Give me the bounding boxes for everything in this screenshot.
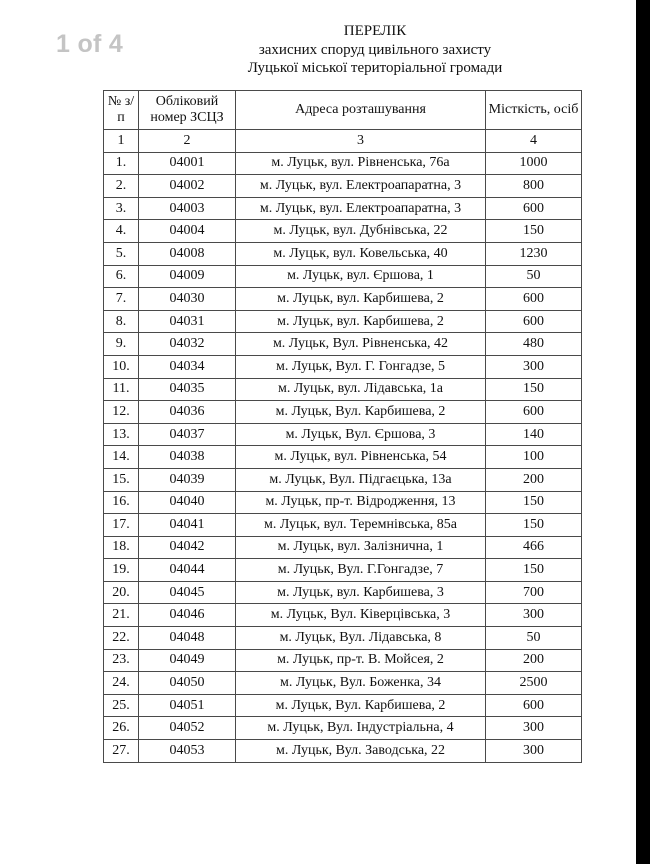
row-number: 17. — [104, 514, 139, 537]
table-row — [104, 401, 582, 424]
row-number: 4. — [104, 220, 139, 243]
shelter-address: м. Луцьк, вул. Залізнична, 1 — [236, 536, 486, 559]
shelter-address: м. Луцьк, вул. Рівненська, 76а — [236, 152, 486, 175]
shelter-code: 04049 — [139, 649, 236, 672]
shelter-address: м. Луцьк, вул. Єршова, 1 — [236, 265, 486, 288]
column-number: 4 — [486, 130, 582, 153]
shelter-capacity: 700 — [486, 581, 582, 604]
column-number: 2 — [139, 130, 236, 153]
shelter-capacity: 150 — [486, 491, 582, 514]
shelter-address: м. Луцьк, вул. Рівненська, 54 — [236, 446, 486, 469]
shelter-address: м. Луцьк, Вул. Боженка, 34 — [236, 672, 486, 695]
shelter-code: 04030 — [139, 288, 236, 311]
row-number: 27. — [104, 740, 139, 763]
shelter-code: 04036 — [139, 401, 236, 424]
table-row — [104, 672, 582, 695]
shelter-address: м. Луцьк, пр-т. В. Мойсея, 2 — [236, 649, 486, 672]
table-row — [104, 152, 582, 175]
shelter-capacity: 150 — [486, 378, 582, 401]
shelter-capacity: 300 — [486, 604, 582, 627]
shelter-code: 04032 — [139, 333, 236, 356]
row-number: 6. — [104, 265, 139, 288]
shelter-address: м. Луцьк, Вул. Ківерцівська, 3 — [236, 604, 486, 627]
header-registration-number: Обліковий номер ЗСЦЗ — [139, 91, 236, 130]
shelter-address: м. Луцьк, вул. Карбишева, 2 — [236, 288, 486, 311]
table-row — [104, 378, 582, 401]
table-row — [104, 740, 582, 763]
shelter-code: 04052 — [139, 717, 236, 740]
shelter-code: 04041 — [139, 514, 236, 537]
shelter-capacity: 2500 — [486, 672, 582, 695]
row-number: 23. — [104, 649, 139, 672]
shelter-capacity: 480 — [486, 333, 582, 356]
shelter-capacity: 1000 — [486, 152, 582, 175]
shelter-address: м. Луцьк, вул. Дубнівська, 22 — [236, 220, 486, 243]
shelter-capacity: 200 — [486, 468, 582, 491]
row-number: 19. — [104, 559, 139, 582]
shelter-code: 04003 — [139, 197, 236, 220]
table-row — [104, 333, 582, 356]
shelter-capacity: 800 — [486, 175, 582, 198]
shelters-table — [103, 90, 582, 763]
row-number: 9. — [104, 333, 139, 356]
shelter-code: 04031 — [139, 310, 236, 333]
shelter-code: 04050 — [139, 672, 236, 695]
row-number: 14. — [104, 446, 139, 469]
row-number: 21. — [104, 604, 139, 627]
row-number: 20. — [104, 581, 139, 604]
column-number-row — [104, 130, 582, 153]
row-number: 13. — [104, 423, 139, 446]
table-row — [104, 627, 582, 650]
document-subtitle-line-1: захисних споруд цивільного захисту — [258, 41, 492, 58]
shelter-address: м. Луцьк, Вул. Лідавська, 8 — [236, 627, 486, 650]
table-row — [104, 175, 582, 198]
shelter-code: 04004 — [139, 220, 236, 243]
row-number: 15. — [104, 468, 139, 491]
shelter-code: 04001 — [139, 152, 236, 175]
shelter-code: 04048 — [139, 627, 236, 650]
shelter-address: м. Луцьк, вул. Лідавська, 1а — [236, 378, 486, 401]
shelter-capacity: 600 — [486, 694, 582, 717]
header-number: № з/п — [104, 91, 139, 130]
shelter-capacity: 140 — [486, 423, 582, 446]
table-row — [104, 604, 582, 627]
table-row — [104, 468, 582, 491]
shelter-address: м. Луцьк, Вул. Підгаєцька, 13а — [236, 468, 486, 491]
shelter-code: 04045 — [139, 581, 236, 604]
shelter-capacity: 150 — [486, 514, 582, 537]
shelter-code: 04038 — [139, 446, 236, 469]
table-row — [104, 581, 582, 604]
table-row — [104, 220, 582, 243]
row-number: 5. — [104, 242, 139, 265]
shelter-address: м. Луцьк, вул. Електроапаратна, 3 — [236, 197, 486, 220]
shelter-address: м. Луцьк, Вул. Індустріальна, 4 — [236, 717, 486, 740]
shelter-address: м. Луцьк, Вул. Заводська, 22 — [236, 740, 486, 763]
row-number: 12. — [104, 401, 139, 424]
shelter-code: 04040 — [139, 491, 236, 514]
table-row — [104, 446, 582, 469]
table-row — [104, 536, 582, 559]
header-capacity: Місткість, осіб — [486, 91, 582, 130]
header-row — [104, 91, 582, 130]
page-indicator: 1 of 4 — [56, 30, 124, 58]
table-row — [104, 649, 582, 672]
table-row — [104, 559, 582, 582]
row-number: 3. — [104, 197, 139, 220]
shelter-code: 04002 — [139, 175, 236, 198]
shelter-capacity: 600 — [486, 197, 582, 220]
shelter-address: м. Луцьк, вул. Ковельська, 40 — [236, 242, 486, 265]
shelter-capacity: 150 — [486, 220, 582, 243]
shelter-code: 04042 — [139, 536, 236, 559]
shelter-capacity: 466 — [486, 536, 582, 559]
row-number: 8. — [104, 310, 139, 333]
shelter-capacity: 300 — [486, 717, 582, 740]
shelter-address: м. Луцьк, Вул. Г. Гонгадзе, 5 — [236, 355, 486, 378]
row-number: 16. — [104, 491, 139, 514]
table-row — [104, 491, 582, 514]
document-subtitle-line-2: Луцької міської територіальної громади — [247, 60, 503, 76]
shelter-code: 04044 — [139, 559, 236, 582]
shelter-code: 04008 — [139, 242, 236, 265]
shelter-code: 04034 — [139, 355, 236, 378]
row-number: 10. — [104, 355, 139, 378]
shelter-address: м. Луцьк, вул. Карбишева, 2 — [236, 310, 486, 333]
table-row — [104, 514, 582, 537]
shelter-capacity: 150 — [486, 559, 582, 582]
shelter-address: м. Луцьк, Вул. Г.Гонгадзе, 7 — [236, 559, 486, 582]
document-title: ПЕРЕЛІК — [343, 23, 407, 39]
row-number: 1. — [104, 152, 139, 175]
shelter-address: м. Луцьк, Вул. Карбишева, 2 — [236, 694, 486, 717]
shelter-code: 04053 — [139, 740, 236, 763]
table-row — [104, 265, 582, 288]
shelter-code: 04037 — [139, 423, 236, 446]
shelter-capacity: 200 — [486, 649, 582, 672]
shelter-address: м. Луцьк, вул. Електроапаратна, 3 — [236, 175, 486, 198]
document-heading — [160, 22, 590, 78]
table-row — [104, 717, 582, 740]
row-number: 18. — [104, 536, 139, 559]
shelter-capacity: 600 — [486, 310, 582, 333]
shelter-address: м. Луцьк, Вул. Єршова, 3 — [236, 423, 486, 446]
shelter-code: 04035 — [139, 378, 236, 401]
shelter-address: м. Луцьк, Вул. Рівненська, 42 — [236, 333, 486, 356]
row-number: 25. — [104, 694, 139, 717]
shelter-address: м. Луцьк, Вул. Карбишева, 2 — [236, 401, 486, 424]
shelter-code: 04009 — [139, 265, 236, 288]
row-number: 11. — [104, 378, 139, 401]
shelter-address: м. Луцьк, пр-т. Відродження, 13 — [236, 491, 486, 514]
shelter-capacity: 600 — [486, 288, 582, 311]
row-number: 7. — [104, 288, 139, 311]
column-number: 3 — [236, 130, 486, 153]
table-row — [104, 288, 582, 311]
shelter-capacity: 300 — [486, 740, 582, 763]
row-number: 2. — [104, 175, 139, 198]
shelter-capacity: 600 — [486, 401, 582, 424]
shelter-code: 04051 — [139, 694, 236, 717]
table-row — [104, 355, 582, 378]
shelter-capacity: 1230 — [486, 242, 582, 265]
row-number: 24. — [104, 672, 139, 695]
row-number: 26. — [104, 717, 139, 740]
row-number: 22. — [104, 627, 139, 650]
table-row — [104, 310, 582, 333]
shelter-code: 04046 — [139, 604, 236, 627]
shelter-capacity: 50 — [486, 265, 582, 288]
table-row — [104, 694, 582, 717]
column-number: 1 — [104, 130, 139, 153]
shelter-code: 04039 — [139, 468, 236, 491]
shelter-capacity: 300 — [486, 355, 582, 378]
header-address: Адреса розташування — [236, 91, 486, 130]
table-row — [104, 423, 582, 446]
table-row — [104, 242, 582, 265]
table-body — [104, 152, 582, 762]
shelter-address: м. Луцьк, вул. Карбишева, 3 — [236, 581, 486, 604]
shelter-address: м. Луцьк, вул. Теремнівська, 85а — [236, 514, 486, 537]
table-row — [104, 197, 582, 220]
shelter-capacity: 50 — [486, 627, 582, 650]
shelter-capacity: 100 — [486, 446, 582, 469]
